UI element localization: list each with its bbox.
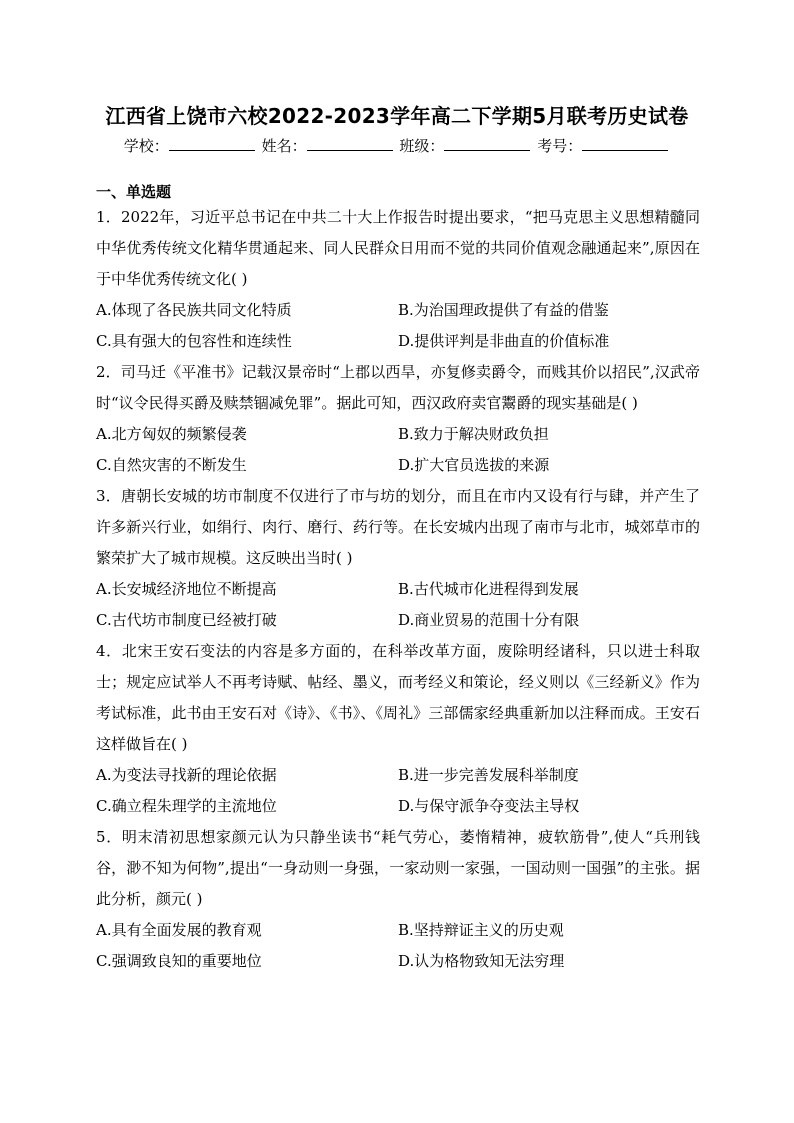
school-blank[interactable] [169, 149, 255, 151]
question-stem: 2．司马迁《平准书》记载汉景帝时“上郡以西旱，亦复修卖爵令，而贱其价以招民”,汉武帝时“议令民得买爵及赎禁锢减免罪”。据此可知，西汉政府卖官鬻爵的现实基础是( ) [96, 363, 700, 412]
option-d: D.提供评判是非曲直的价值标准 [398, 332, 610, 350]
name-label: 姓名： [261, 137, 307, 155]
option-a: A.具有全面发展的教育观 [96, 921, 262, 939]
class-label: 班级： [399, 137, 445, 155]
question-5 [96, 822, 700, 977]
question-options [96, 419, 700, 481]
question-options [96, 574, 700, 636]
option-d: D.扩大官员选拔的来源 [398, 456, 550, 474]
question-4 [96, 636, 700, 822]
option-a: A.长安城经济地位不断提高 [96, 580, 277, 598]
question-2 [96, 357, 700, 481]
question-stem: 1．2022年，习近平总书记在中共二十大上作报告时提出要求，“把马克思主义思想精髓同中华优秀传统文化精华贯通起来、同人民群众日用而不觉的共同价值观念融通起来”,原因在于中华优秀传统文化( ) [96, 208, 700, 288]
question-stem: 3．唐朝长安城的坊市制度不仅进行了市与坊的划分，而且在市内又设有行与肆，并产生了许多新兴行业，如绢行、肉行、磨行、药行等。在长安城内出现了南市与北市，城郊草市的繁荣扩大了城市规模。这反映出当时( ) [96, 487, 700, 567]
option-b: B.进一步完善发展科举制度 [398, 766, 579, 784]
option-c: C.确立程朱理学的主流地位 [96, 797, 277, 815]
exam-no-blank[interactable] [582, 149, 668, 151]
class-blank[interactable] [444, 149, 530, 151]
page-title: 江西省上饶市六校2022-2023学年高二下学期5月联考历史试卷 [105, 104, 689, 128]
option-b: B.致力于解决财政负担 [398, 425, 549, 443]
option-d: D.与保守派争夺变法主导权 [398, 797, 580, 815]
name-blank[interactable] [307, 149, 393, 151]
question-stem: 5．明末清初思想家颜元认为只静坐读书“耗气劳心，萎惰精神，疲软筋骨”,使人“兵刑钱谷，渺不知为何物”,提出“一身动则一身强，一家动则一家强，一国动则一国强”的主张。据此分析，颜元( ) [96, 828, 700, 908]
option-b: B.为治国理政提供了有益的借鉴 [398, 301, 609, 319]
question-options [96, 915, 700, 977]
option-a: A.北方匈奴的频繁侵袭 [96, 425, 247, 443]
option-d: D.商业贸易的范围十分有限 [398, 611, 580, 629]
question-list [96, 202, 700, 977]
option-c: C.强调致良知的重要地位 [96, 952, 262, 970]
question-options [96, 760, 700, 822]
section-heading: 一、单选题 [96, 183, 172, 201]
option-c: C.古代坊市制度已经被打破 [96, 611, 277, 629]
class-field [399, 135, 532, 156]
question-stem: 4．北宋王安石变法的内容是多方面的，在科举改革方面，废除明经诸科，只以进士科取士；规定应试举人不再考诗赋、帖经、墨义，而考经义和策论，经义则以《三经新义》作为考试标准，此书由王安石对《诗》、《书》、《周礼》三部儒家经典重新加以注释而成。王安石这样做旨在( ) [96, 642, 700, 753]
option-c: C.具有强大的包容性和连续性 [96, 332, 292, 350]
school-field [124, 135, 257, 156]
question-1 [96, 202, 700, 357]
option-a: A.为变法寻找新的理论依据 [96, 766, 277, 784]
question-options [96, 295, 700, 357]
school-label: 学校： [123, 137, 169, 155]
option-b: B.古代城市化进程得到发展 [398, 580, 579, 598]
option-b: B.坚持辩证主义的历史观 [398, 921, 564, 939]
question-3 [96, 481, 700, 636]
option-d: D.认为格物致知无法穷理 [398, 952, 565, 970]
option-c: C.自然灾害的不断发生 [96, 456, 247, 474]
name-field [262, 135, 395, 156]
exam-no-label: 考号： [537, 137, 583, 155]
student-info-line [0, 135, 794, 156]
exam-no-field [537, 135, 670, 156]
option-a: A.体现了各民族共同文化特质 [96, 301, 292, 319]
